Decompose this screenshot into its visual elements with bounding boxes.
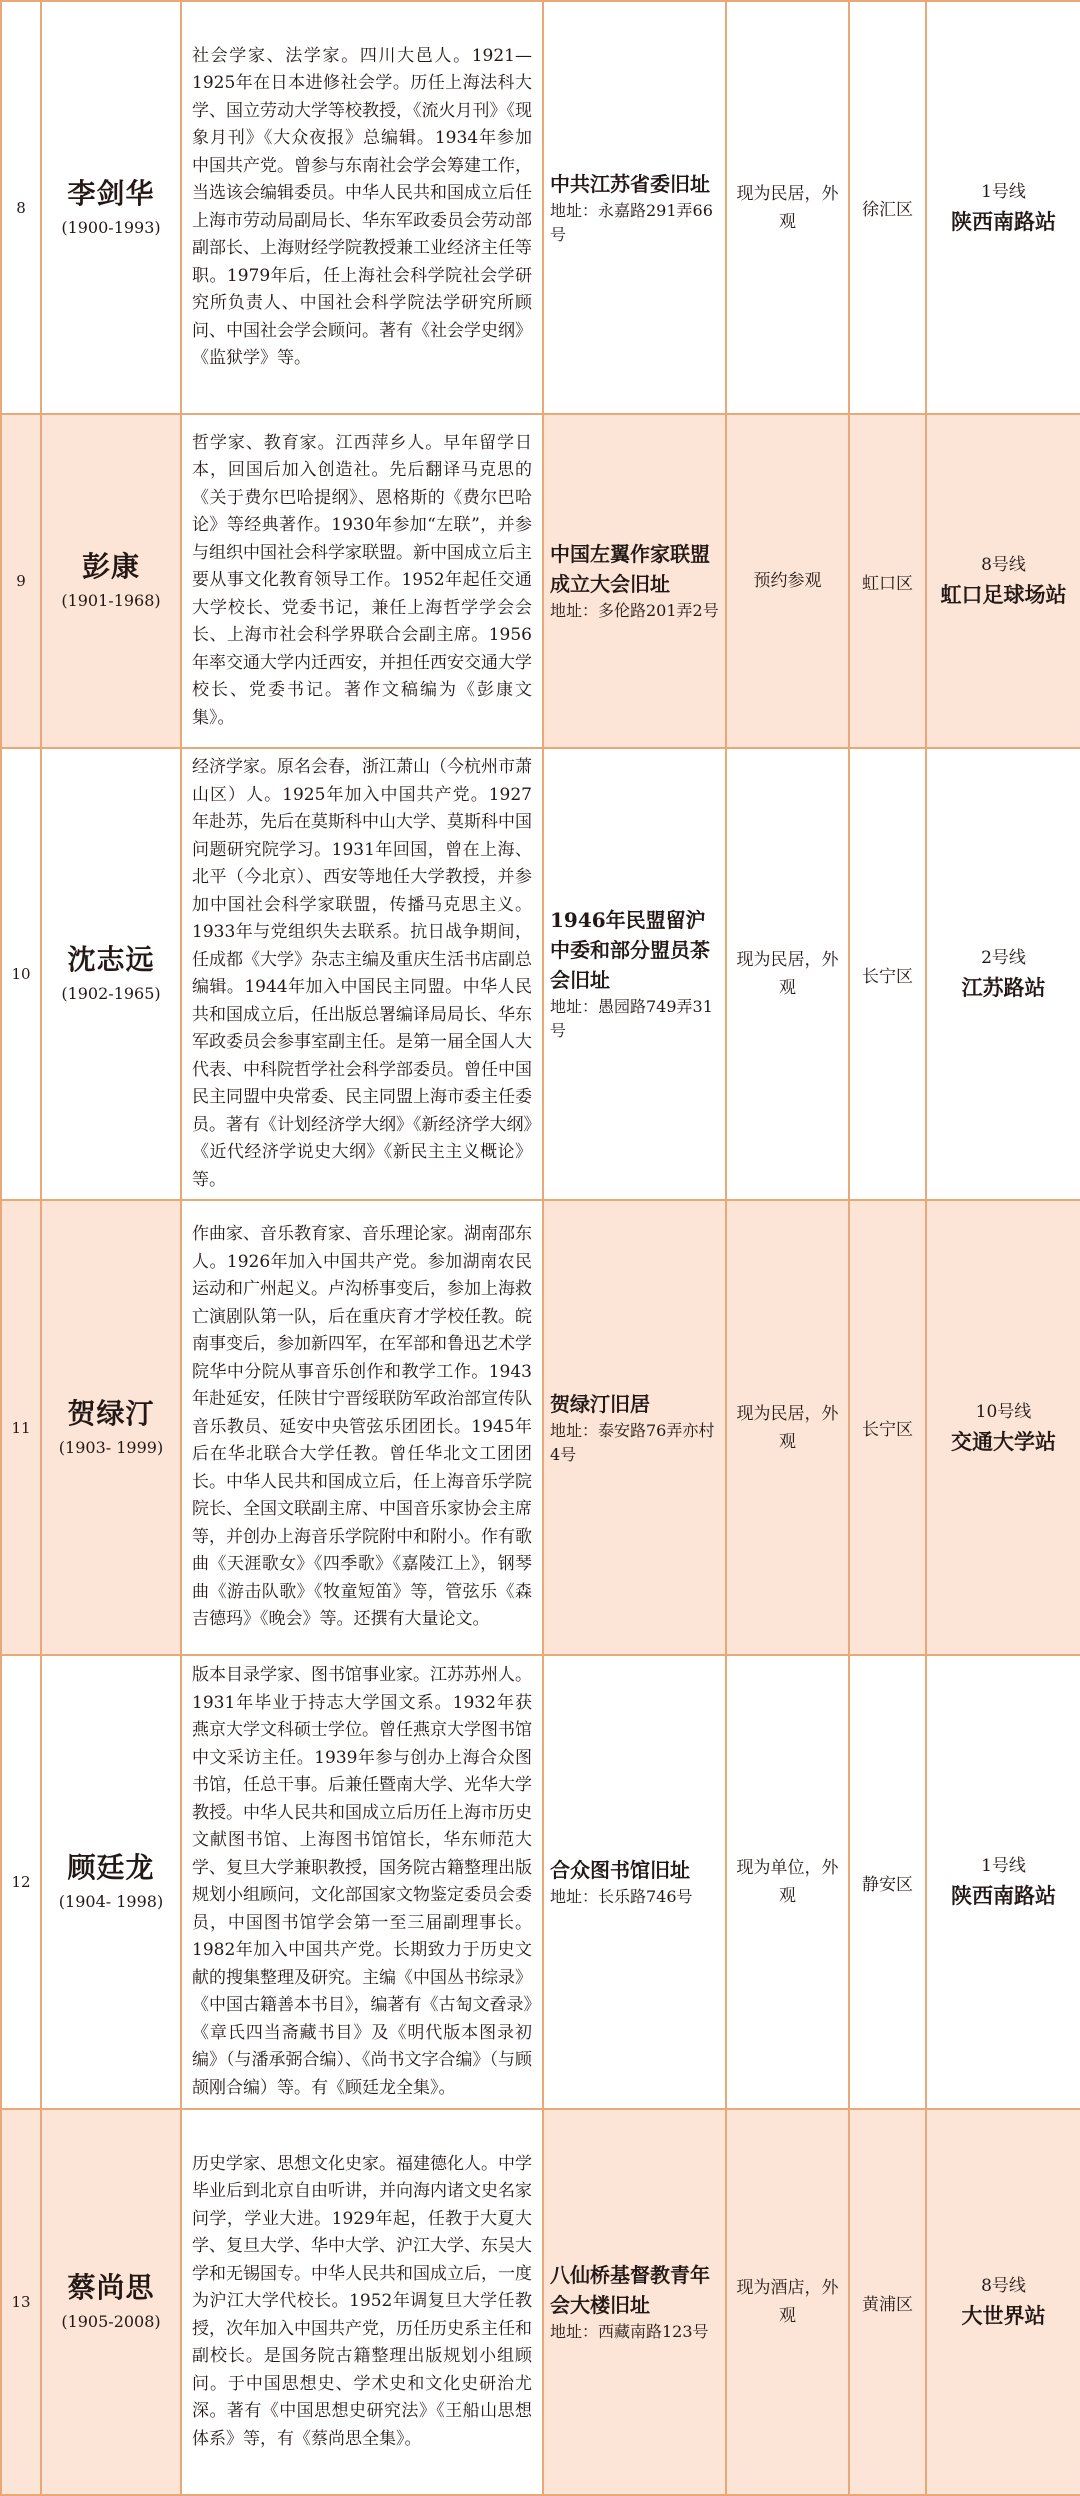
district: 静安区 [849,1655,926,2109]
visit-status: 现为民居，外观 [726,1,849,414]
biography-cell [181,1,543,414]
metro-cell [926,414,1080,748]
site-address: 地址：永嘉路291弄66号 [550,200,713,244]
metro-cell [926,1,1080,414]
biography-text: 历史学家、思想文化史家。福建德化人。中学毕业后到北京自由听讲，并向海内诸文史名家问学，学业大进。1929年起，任教于大夏大学、复旦大学、华中大学、沪江大学、东吴大学和无锡国专。中华人民共和国成立后，一度为沪江大学代校长。1952年调复旦大学任教授，次年加入中国共产党，历任历史系主任和副校长。是国务院古籍整理出版规划小组顾问。于中国思想史、学术史和文化史研治尤深。著有《中国思想史研究法》《王船山思想体系》等，有《蔡尚思全集》。 [192,2153,532,2449]
person-cell [41,414,181,748]
site-cell [543,1,726,414]
person-name: 顾廷龙 [67,1851,155,1884]
site-address: 地址：泰安路76弄亦村4号 [550,1420,715,1464]
district: 黄浦区 [849,2109,926,2495]
person-cell [41,1200,181,1655]
person-cell [41,748,181,1200]
site-name: 八仙桥基督教青年会大楼旧址 [550,2263,710,2317]
metro-line: 1号线 [981,181,1026,202]
metro-cell [926,1200,1080,1655]
visit-status: 现为酒店，外观 [726,2109,849,2495]
metro-line: 8号线 [981,555,1026,575]
biography-text: 哲学家、教育家。江西萍乡人。早年留学日本，回国后加入创造社。先后翻译马克思的《关于费尔巴哈提纲》、恩格斯的《费尔巴哈论》等经典著作。1930年参加“左联”，并参与组织中国社会科学家联盟。新中国成立后主要从事文化教育领导工作。1952年起任交通大学校长、党委书记，兼任上海哲学学会会长、上海市社会科学界联合会副主席。1956年率交通大学内迁西安，并担任西安交通大学校长、党委书记。著作文稿编为《彭康文集》。 [192,432,532,728]
district: 长宁区 [849,748,926,1200]
metro-line: 1号线 [981,1856,1026,1876]
person-years: (1904- 1998) [58,1892,164,1911]
biography-cell [181,414,543,748]
biography-cell [181,1655,543,2109]
site-cell [543,1655,726,2109]
district: 虹口区 [849,414,926,748]
person-cell [41,2109,181,2495]
metro-line: 10号线 [975,1401,1032,1422]
site-address: 地址：愚园路749弄31号 [550,997,713,1040]
person-years: (1902-1965) [61,984,161,1003]
table-row [1,1200,1080,1655]
district: 徐汇区 [849,1,926,414]
metro-station: 陕西南路站 [951,1883,1056,1908]
visit-status: 现为单位，外观 [726,1655,849,2109]
site-address: 地址：长乐路746号 [550,1887,693,1906]
visit-status: 现为民居，外观 [726,1200,849,1655]
metro-station: 交通大学站 [951,1428,1056,1454]
district: 长宁区 [849,1200,926,1655]
site-name: 贺绿汀旧居 [550,1391,650,1416]
person-name: 贺绿汀 [67,1396,155,1430]
biography-cell [181,1200,543,1655]
site-name: 1946年民盟留沪中委和部分盟员茶会旧址 [550,908,710,992]
metro-station: 虹口足球场站 [940,582,1067,607]
metro-cell [926,1655,1080,2109]
metro-station: 大世界站 [961,2303,1046,2328]
site-name: 中共江苏省委旧址 [550,171,710,196]
biography-text: 作曲家、音乐教育家、音乐理论家。湖南邵东人。1926年加入中国共产党。参加湖南农民运动和广州起义。卢沟桥事变后，参加上海救亡演剧队第一队，后在重庆育才学校任教。皖南事变后，参加新四军，在军部和鲁迅艺术学院华中分院从事音乐创作和教学工作。1943年赴延安，任陕甘宁晋绥联防军政治部宣传队音乐教员、延安中央管弦乐团团长。1945年后在华北联合大学任教。曾任华北文工团团长。中华人民共和国成立后，任上海音乐学院院长、全国文联副主席、中国音乐家协会主席等，并创办上海音乐学院附中和附小。作有歌曲《天涯歌女》《四季歌》《嘉陵江上》，钢琴曲《游击队歌》《牧童短笛》等，管弦乐《森吉德玛》《晚会》等。还撰有大量论文。 [192,1224,532,1630]
person-cell [41,1,181,414]
biography-text: 经济学家。原名会春，浙江萧山（今杭州市萧山区）人。1925年加入中国共产党。1927年赴苏，先后在莫斯科中山大学、莫斯科中国问题研究院学习。1931年回国，曾在上海、北平（今北京）、西安等地任大学教授，并参加中国社会科学家联盟，传播马克思主义。1933年与党组织失去联系。抗日战争期间，任成都《大学》杂志主编及重庆生活书店副总编辑。1944年加入中国民主同盟。中华人民共和国成立后，任出版总署编译局局长、华东军政委员会参事室副主任。是第一届全国人大代表、中科院哲学社会科学部委员。曾任中国民主同盟中央常委、民主同盟上海市委主任委员。著有《计划经济学大纲》《新经济学大纲》《近代经济学说史大纲》《新民主主义概论》等。 [192,757,532,1190]
visit-status: 现为民居，外观 [726,748,849,1200]
row-number: 12 [1,1655,41,2109]
site-cell [543,414,726,748]
person-years: (1901-1968) [61,591,161,610]
site-cell [543,2109,726,2495]
biography-text: 版本目录学家、图书馆事业家。江苏苏州人。1931年毕业于持志大学国文系。1932年获燕京大学文科硕士学位。曾任燕京大学图书馆中文采访主任。1939年参与创办上海合众图书馆，任总干事。后兼任暨南大学、光华大学教授。中华人民共和国成立后历任上海市历史文献图书馆、上海图书馆馆长，华东师范大学、复旦大学兼职教授，国务院古籍整理出版规划小组顾问，文化部国家文物鉴定委员会委员，中国图书馆学会第一至三届副理事长。1982年加入中国共产党。长期致力于历史文献的搜集整理及研究。主编《中国丛书综录》《中国古籍善本书目》，编著有《古匋文孴录》《章氏四当斋藏书目》及《明代版本图录初编》（与潘承弼合编）、《尚书文字合编》（与顾颉刚合编）等。有《顾廷龙全集》。 [192,1665,532,2098]
metro-line: 8号线 [981,2276,1026,2296]
metro-line: 2号线 [981,948,1026,968]
site-address: 地址：多伦路201弄2号 [550,601,719,620]
person-name: 蔡尚思 [67,2271,155,2304]
row-number: 8 [1,1,41,414]
site-name: 合众图书馆旧址 [550,1858,690,1882]
biography-cell [181,2109,543,2495]
site-name: 中国左翼作家联盟成立大会旧址 [550,542,710,596]
person-cell [41,1655,181,2109]
table-row [1,1,1080,414]
person-name: 李剑华 [67,176,155,210]
biography-text: 社会学家、法学家。四川大邑人。1921—1925年在日本进修社会学。历任上海法科大学、国立劳动大学等校教授，《流火月刊》《现象月刊》《大众夜报》总编辑。1934年参加中国共产党。曾参与东南社会学会筹建工作，当选该会编辑委员。中华人民共和国成立后任上海市劳动局副局长、华东军政委员会劳动部副部长、上海财经学院教授兼工业经济主任等职。1979年后，任上海社会科学院社会学研究所负责人、中国社会科学院法学研究所顾问、中国社会学会顾问。著有《社会学史纲》《监狱学》等。 [192,45,532,368]
site-cell [543,748,726,1200]
metro-cell [926,2109,1080,2495]
person-years: (1900-1993) [61,217,161,237]
table-row [1,2109,1080,2495]
row-number: 11 [1,1200,41,1655]
row-number: 9 [1,414,41,748]
table-row [1,1655,1080,2109]
metro-station: 江苏路站 [961,975,1046,1000]
table-row [1,414,1080,748]
row-number: 10 [1,748,41,1200]
site-address: 地址：西藏南路123号 [550,2322,709,2341]
person-name: 沈志远 [67,943,155,976]
table-row [1,748,1080,1200]
site-cell [543,1200,726,1655]
person-name: 彭康 [81,550,140,583]
row-number: 13 [1,2109,41,2495]
metro-cell [926,748,1080,1200]
person-years: (1903- 1999) [58,1437,164,1457]
metro-station: 陕西南路站 [951,208,1056,234]
biography-cell [181,748,543,1200]
visit-status: 预约参观 [726,414,849,748]
person-years: (1905-2008) [61,2312,161,2331]
